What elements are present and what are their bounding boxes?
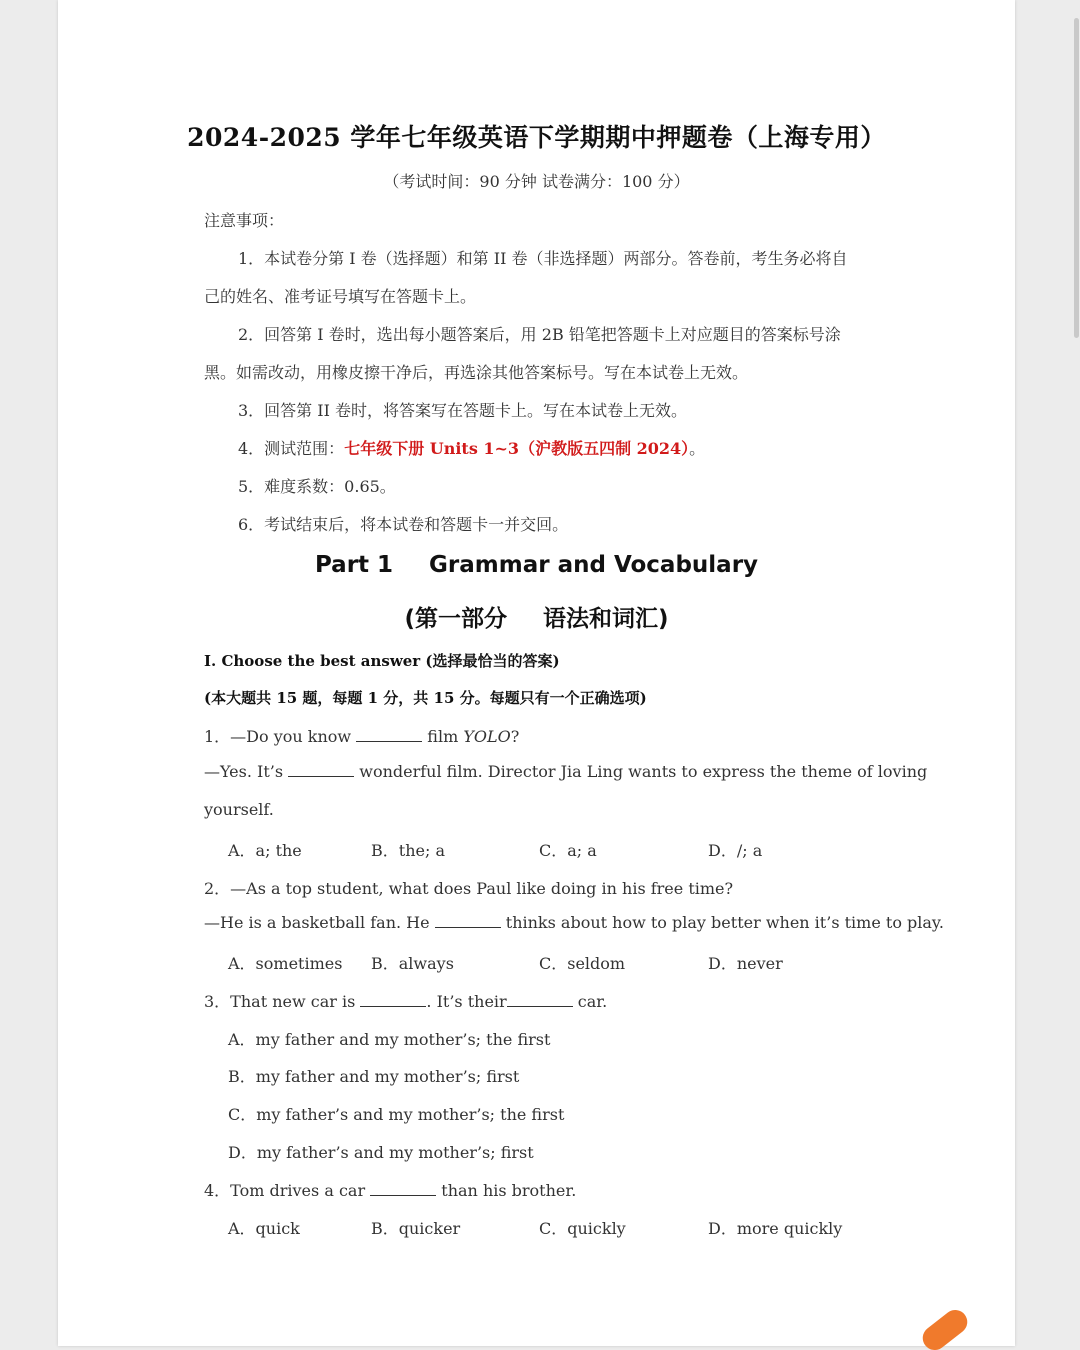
q3-text-b: . It’s their <box>426 992 507 1011</box>
q3-text-a: 3．That new car is <box>204 992 361 1011</box>
q1-blank-1 <box>356 727 422 742</box>
document-page <box>58 0 1015 1346</box>
q1-text-c: ? <box>510 727 520 746</box>
q2-option-a: A．sometimes <box>228 954 343 973</box>
q1-line-3: yourself. <box>204 800 274 819</box>
q4-option-c: C．quickly <box>539 1219 626 1238</box>
scroll-thumb[interactable] <box>1074 18 1079 338</box>
q4-text-b: than his brother. <box>436 1181 577 1200</box>
q4-blank <box>370 1181 436 1196</box>
q4-text-a: 4．Tom drives a car <box>204 1181 371 1200</box>
note-3: 3．回答第 II 卷时，将答案写在答题卡上。写在本试卷上无效。 <box>238 401 687 420</box>
part-cn-label: (第一部分 <box>404 606 507 632</box>
q3-option-a: A．my father and my mother’s; the first <box>228 1030 551 1049</box>
q3-option-b: B．my father and my mother’s; first <box>228 1067 520 1086</box>
note-1-line-1: 1．本试卷分第 I 卷（选择题）和第 II 卷（非选择题）两部分。答卷前，考生务必将自 <box>238 249 848 268</box>
q2-option-b: B．always <box>371 954 454 973</box>
q2-blank <box>435 913 501 928</box>
q1-option-d: D．/; a <box>708 841 763 860</box>
q3-blank-1 <box>360 992 426 1007</box>
note-4 <box>238 436 705 459</box>
q3-option-c: C．my father’s and my mother’s; the first <box>228 1105 565 1124</box>
q1-line-2 <box>204 762 927 781</box>
scrollbar[interactable] <box>1072 0 1080 1350</box>
part-heading-cn <box>58 600 1015 633</box>
note-4-suffix: 。 <box>689 439 706 458</box>
q2-text-a: —He is a basketball fan. He <box>204 913 435 932</box>
q1-option-a: A．a; the <box>228 841 302 860</box>
q2-line-1: 2．—As a top student, what does Paul like doing in his free time? <box>204 879 734 898</box>
note-5: 5．难度系数：0.65。 <box>238 477 396 496</box>
q2-line-2 <box>204 913 944 932</box>
document-title: 2024-2025 学年七年级英语下学期期中押题卷（上海专用） <box>187 123 886 152</box>
section-heading: I. Choose the best answer (选择最恰当的答案) <box>204 652 560 670</box>
q1-text-b: film <box>422 727 464 746</box>
q1-text-e: wonderful film. Director Jia Ling wants to express the theme of loving <box>354 762 928 781</box>
notice-heading: 注意事项： <box>204 211 285 230</box>
note-2-line-1: 2．回答第 I 卷时，选出每小题答案后，用 2B 铅笔把答题卡上对应题目的答案标号涂 <box>238 325 841 344</box>
q3-text-c: car. <box>572 992 608 1011</box>
q1-text-d: —Yes. It’s <box>204 762 289 781</box>
q4-option-b: B．quicker <box>371 1219 461 1238</box>
document-subtitle: （考试时间：90 分钟 试卷满分：100 分） <box>383 172 690 191</box>
q3-blank-2 <box>507 992 573 1007</box>
q2-option-d: D．never <box>708 954 783 973</box>
q2-text-b: thinks about how to play better when it’s time to play. <box>500 913 944 932</box>
test-range: 七年级下册 Units 1~3（沪教版五四制 2024） <box>344 439 690 458</box>
section-instruction: (本大题共 15 题，每题 1 分，共 15 分。每题只有一个正确选项) <box>204 689 647 707</box>
q1-option-b: B．the; a <box>371 841 445 860</box>
part-name: Grammar and Vocabulary <box>429 552 759 578</box>
q1-text-a: 1．—Do you know <box>204 727 357 746</box>
note-1-line-2: 己的姓名、准考证号填写在答题卡上。 <box>204 287 477 306</box>
note-4-prefix: 4．测试范围： <box>238 439 345 458</box>
part-label: Part 1 <box>314 552 394 578</box>
q1-option-c: C．a; a <box>539 841 597 860</box>
q3-option-d: D．my father’s and my mother’s; first <box>228 1143 534 1162</box>
q4-option-d: D．more quickly <box>708 1219 843 1238</box>
note-2-line-2: 黑。如需改动，用橡皮擦干净后，再选涂其他答案标号。写在本试卷上无效。 <box>204 363 749 382</box>
q3-line-1 <box>204 989 607 1012</box>
q1-film-title: YOLO <box>463 727 511 746</box>
note-6: 6．考试结束后，将本试卷和答题卡一并交回。 <box>238 515 569 534</box>
q2-option-c: C．seldom <box>539 954 626 973</box>
q4-option-a: A．quick <box>228 1219 300 1238</box>
q1-blank-2 <box>288 762 354 777</box>
part-heading <box>58 552 1015 578</box>
q4-line-1 <box>204 1178 576 1201</box>
q1-line-1 <box>204 724 519 747</box>
part-cn-name: 语法和词汇) <box>543 606 669 632</box>
